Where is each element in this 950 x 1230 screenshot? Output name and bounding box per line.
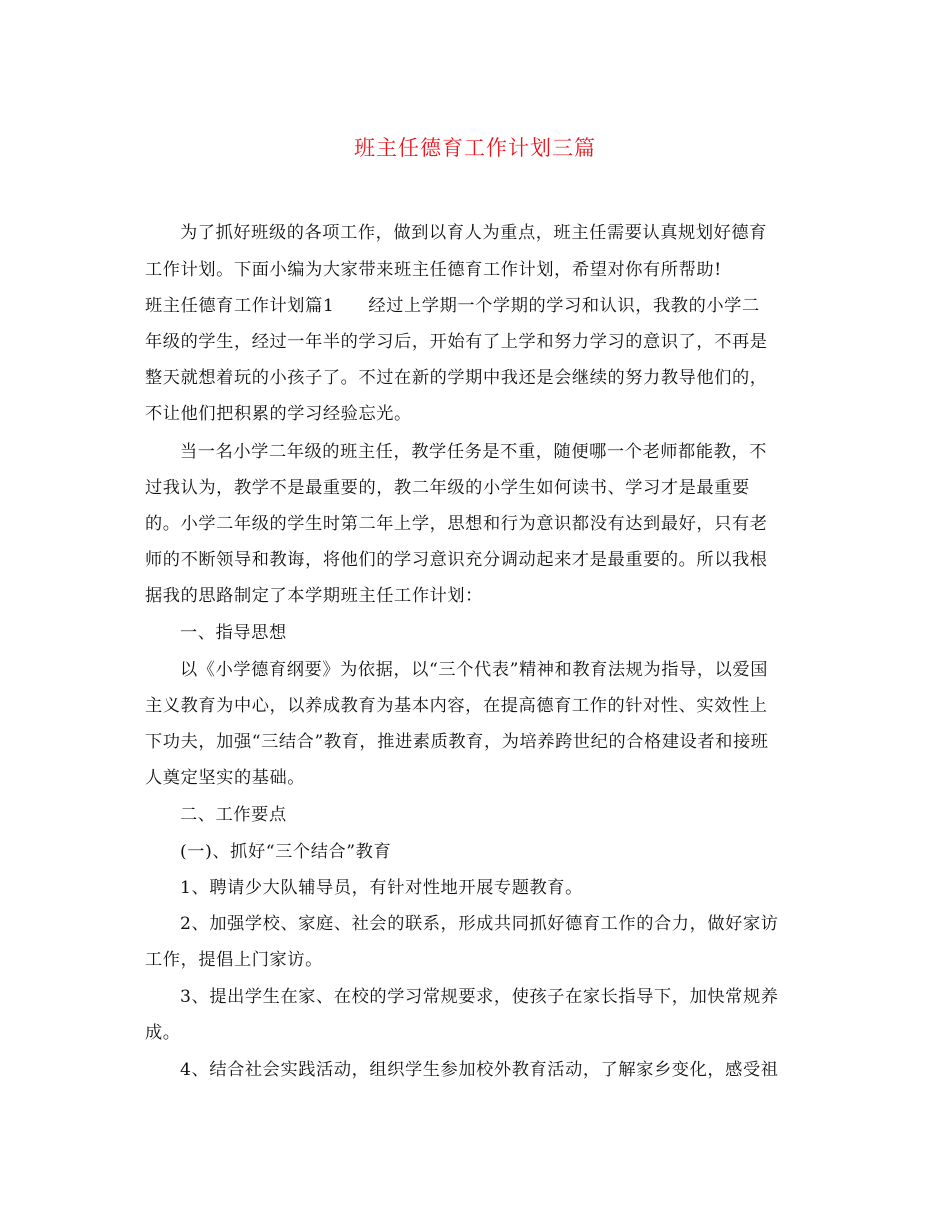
list-item: 4、结合社会实践活动，组织学生参加校外教育活动，了解家乡变化，感受祖 [180,1060,779,1080]
list-item: 2、加强学校、家庭、社会的联系，形成共同抓好德育工作的合力，做好家访 [180,914,779,934]
paragraph-line: 不让他们把积累的学习经验忘光。 [145,404,412,424]
paragraph-line: 主义教育为中心，以养成教育为基本内容，在提高德育工作的针对性、实效性上 [145,696,768,716]
subsection-heading: (一)、抓好“三个结合”教育 [180,842,392,862]
paragraph-line: 为了抓好班级的各项工作，做到以育人为重点，班主任需要认真规划好德育 [180,223,767,243]
paragraph-line: 年级的学生，经过一年半的学习后，开始有了上学和努力学习的意识了，不再是 [145,332,768,352]
paragraph-line: 整天就想着玩的小孩子了。不过在新的学期中我还是会继续的努力教导他们的， [145,368,768,388]
section-heading: 二、工作要点 [180,805,287,825]
section-heading: 班主任德育工作计划篇1 [145,296,335,316]
list-item: 3、提出学生在家、在校的学习常规要求，使孩子在家长指导下，加快常规养 [180,987,779,1007]
paragraph-text: 经过上学期一个学期的学习和认识，我教的小学二 [368,296,760,316]
paragraph-line: 工作，提倡上门家访。 [145,950,323,970]
paragraph-line [145,294,760,318]
paragraph-line: 成。 [145,1023,181,1043]
document-title: 班主任德育工作计划三篇 [354,136,596,160]
paragraph-line: 下功夫，加强“三结合”教育，推进素质教育，为培养跨世纪的合格建设者和接班 [145,732,769,752]
list-item: 1、聘请少大队辅导员，有针对性地开展专题教育。 [180,878,583,898]
paragraph-line: 以《小学德育纲要》为依据，以“三个代表”精神和教育法规为指导，以爱国 [180,660,768,680]
paragraph-line: 人奠定坚实的基础。 [145,768,306,788]
section-heading: 一、指导思想 [180,623,287,643]
paragraph-line: 工作计划。下面小编为大家带来班主任德育工作计划，希望对你有所帮助! [145,260,722,280]
paragraph-line: 过我认为，教学不是最重要的，教二年级的小学生如何读书、学习才是最重要 [145,478,750,498]
paragraph-line: 的。小学二年级的学生时第二年上学，思想和行为意识都没有达到最好，只有老 [145,514,768,534]
paragraph-line: 当一名小学二年级的班主任，教学任务是不重，随便哪一个老师都能教，不 [180,442,767,462]
paragraph-line: 据我的思路制定了本学期班主任工作计划： [145,586,483,606]
paragraph-line: 师的不断领导和教诲，将他们的学习意识充分调动起来才是最重要的。所以我根 [145,550,768,570]
